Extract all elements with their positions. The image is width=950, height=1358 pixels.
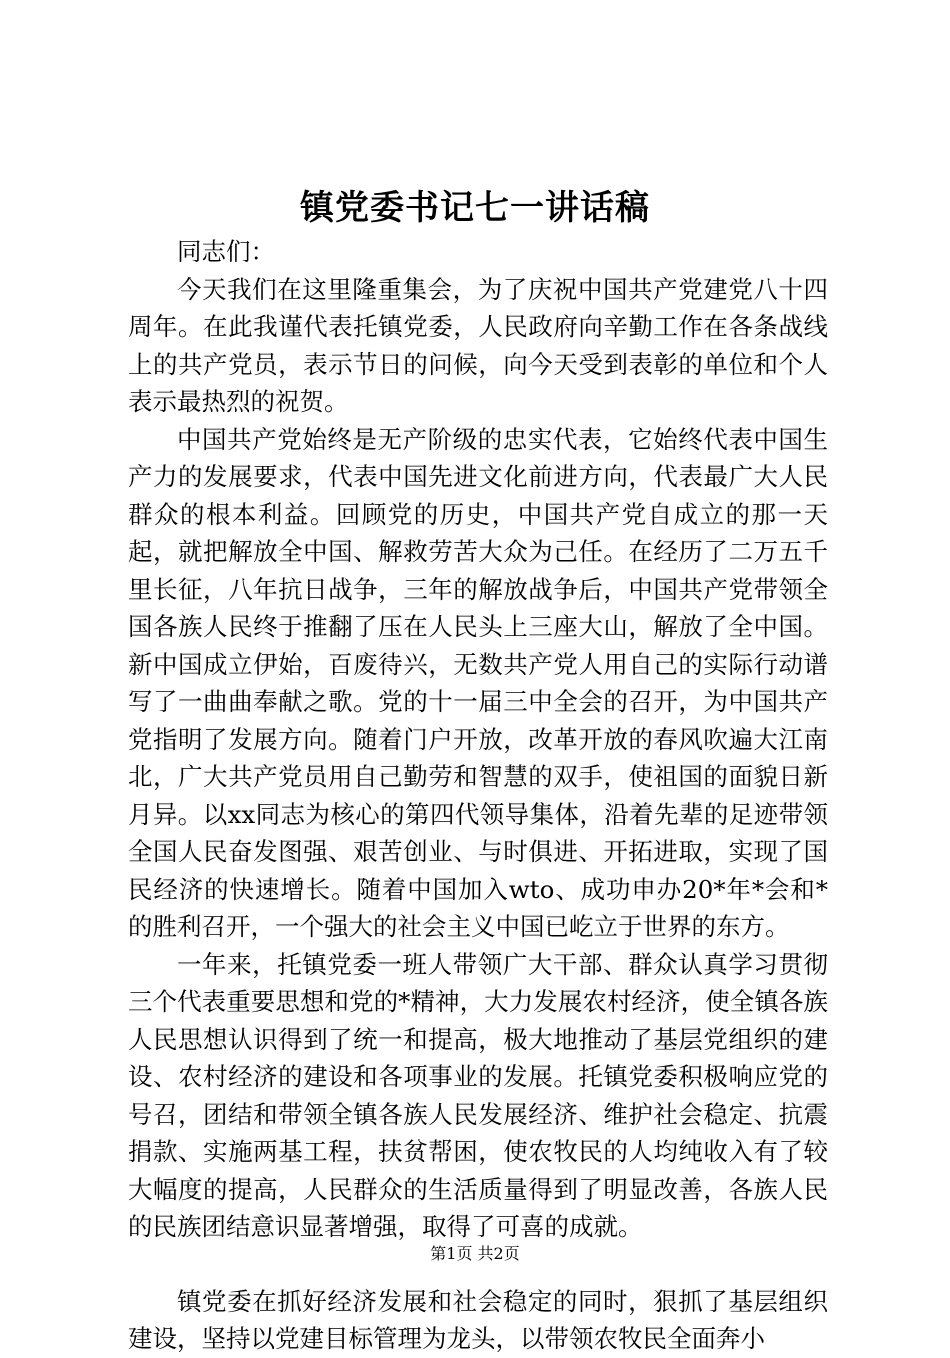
page-number-footer: 第1页 共2页 bbox=[430, 1244, 520, 1263]
document-body bbox=[128, 233, 828, 1358]
greeting: 同志们： bbox=[177, 237, 275, 266]
paragraph: 今天我们在这里隆重集会，为了庆祝中国共产党建党八十四周年。在此我谨代表托镇党委，人民政府向辛勤工作在各条战线上的共产党员，表示节日的问候，向今天受到表彰的单位和个人表示最热烈的祝贺。 bbox=[128, 274, 828, 416]
document-title: 镇党委书记七一讲话稿 bbox=[300, 188, 650, 228]
paragraph: 中国共产党始终是无产阶级的忠实代表，它始终代表中国生产力的发展要求，代表中国先进文化前进方向，代表最广大人民群众的根本利益。回顾党的历史，中国共产党自成立的那一天起，就把解放全中国、解救劳苦大众为己任。在经历了二万五千里长征，八年抗日战争，三年的解放战争后，中国共产党带领全国各族人民终于推翻了压在人民头上三座大山，解放了全中国。新中国成立伊始，百废待兴，无数共产党人用自己的实际行动谱写了一曲曲奉献之歌。党的十一届三中全会的召开，为中国共产党指明了发展方向。随着门户开放，改革开放的春风吹遍大江南北，广大共产党员用自己勤劳和智慧的双手，使祖国的面貌日新月异。以xx同志为核心的第四代领导集体，沿着先辈的足迹带领全国人民奋发图强、艰苦创业、与时俱进、开拓进取，实现了国民经济的快速增长。随着中国加入wto、成功申办20*年*会和*的胜利召开，一个强大的社会主义中国已屹立于世界的东方。 bbox=[128, 424, 828, 941]
paragraph: 镇党委在抓好经济发展和社会稳定的同时，狠抓了基层组织建设，坚持以党建目标管理为龙头，以带领农牧民全面奔小 bbox=[128, 1286, 828, 1353]
paragraph: 一年来，托镇党委一班人带领广大干部、群众认真学习贯彻三个代表重要思想和党的*精神，大力发展农村经济，使全镇各族人民思想认识得到了统一和提高，极大地推动了基层党组织的建设、农村经济的建设和各项事业的发展。托镇党委积极响应党的号召，团结和带领全镇各族人民发展经济、维护社会稳定、抗震捐款、实施两基工程，扶贫帮困，使农牧民的人均纯收入有了较大幅度的提高，人民群众的生活质量得到了明显改善，各族人民的民族团结意识显著增强，取得了可喜的成就。 bbox=[128, 949, 828, 1241]
